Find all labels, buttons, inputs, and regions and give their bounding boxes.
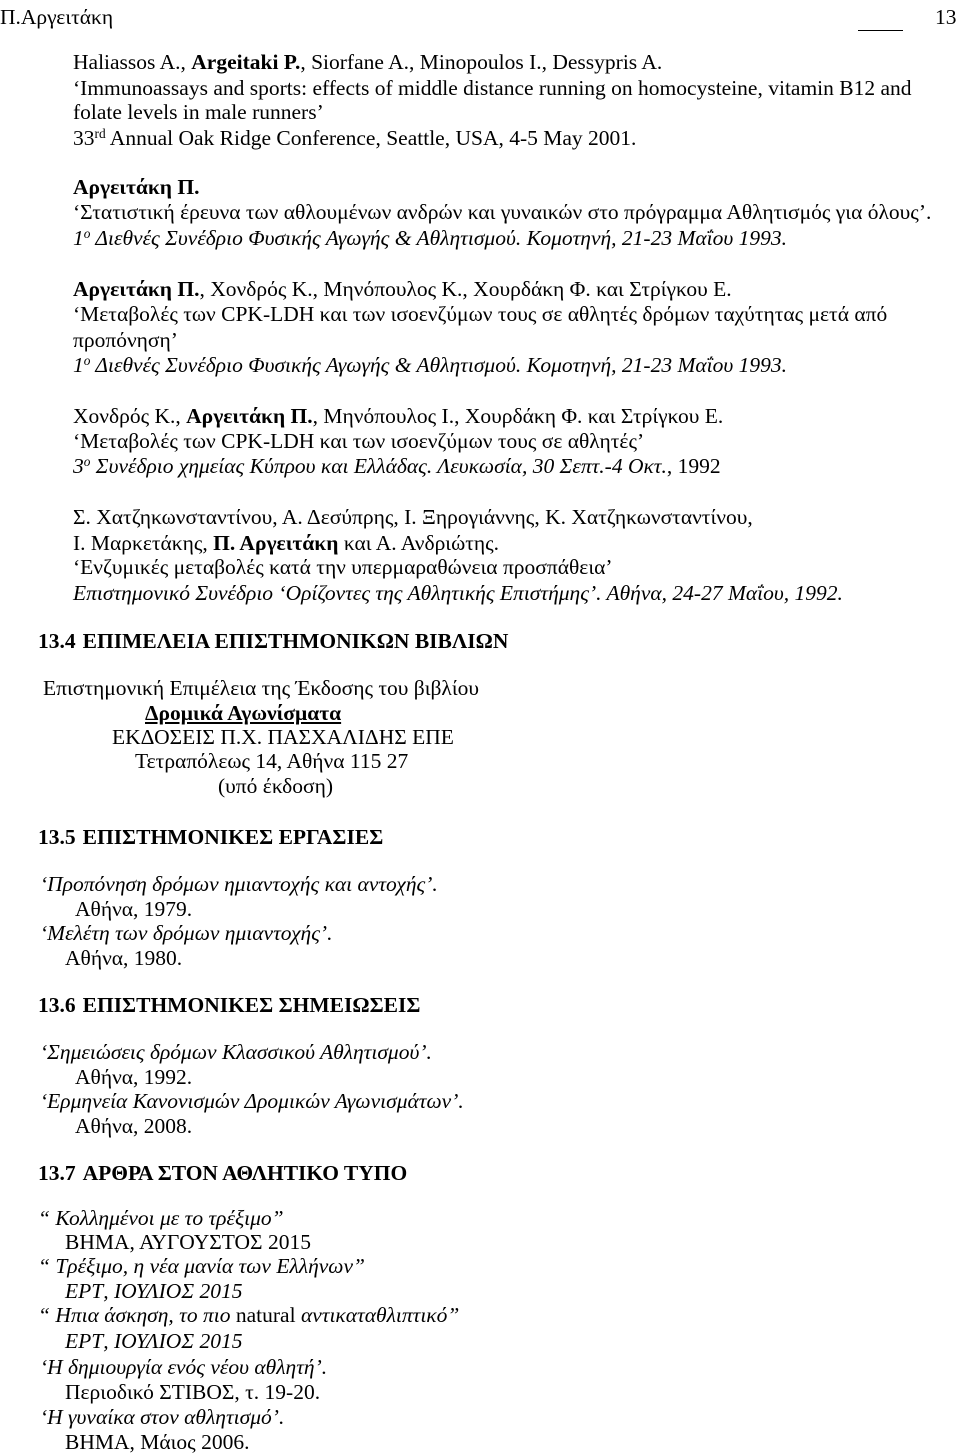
section-number: 13.7 (38, 1161, 76, 1185)
coauthors-before: Ι. Μαρκετάκης, (73, 531, 214, 555)
publication-title-line: ‘Ενζυμικές μεταβολές κατά την υπερμαραθώνεια προσπάθεια’ (73, 555, 613, 579)
venue-number: 33 (73, 126, 95, 150)
venue-text: Διεθνές Συνέδριο Φυσικής Αγωγής & Αθλητισμού. Κομοτηνή, 21-23 Μαΐου 1993. (90, 226, 787, 250)
header-rule (858, 30, 903, 31)
article-title: “ Κολλημένοι με το τρέξιμο” (38, 1206, 284, 1230)
article-title: “ Τρέξιμο, η νέα μανία των Ελλήνων” (38, 1254, 365, 1278)
article-title-part: “ Ηπια άσκηση, το πιο (38, 1303, 236, 1327)
book-publisher: ΕΚΔΟΣΕΙΣ Π.Χ. ΠΑΣΧΑΛΙΔΗΣ ΕΠΕ (112, 725, 454, 749)
section-number: 13.6 (38, 993, 76, 1017)
coauthors-after: και Α. Ανδριώτης. (338, 531, 500, 555)
publication-venue (73, 353, 787, 377)
section-title: ΕΠΙΣΤΗΜΟΝΙΚΕΣ ΕΡΓΑΣΙΕΣ (82, 825, 384, 849)
publication-authors (73, 50, 662, 74)
venue-year: , 1992 (666, 454, 721, 478)
article-title: ‘Η γυναίκα στον αθλητισμό’. (40, 1405, 285, 1429)
venue-text: Συνέδριο χημείας Κύπρου και Ελλάδας. Λευκωσία, 30 Σεπτ.-4 Οκτ. (90, 454, 667, 478)
publication-title-line: προπόνηση’ (73, 328, 178, 352)
section-heading (38, 1161, 407, 1185)
venue-number: 1 (73, 226, 84, 250)
section-heading (38, 993, 420, 1017)
venue-ordinal: ο (83, 453, 91, 469)
venue-ordinal: ο (83, 225, 91, 241)
publication-venue (73, 226, 787, 250)
section-title: ΑΡΘΡΑ ΣΤΟΝ ΑΘΛΗΤΙΚΟ ΤΥΠΟ (82, 1161, 408, 1185)
venue-number: 3 (73, 454, 84, 478)
publication-authors (73, 175, 199, 199)
article-title (38, 1303, 459, 1327)
publisher-address: Τετραπόλεως 14, Αθήνα 115 27 (135, 749, 409, 773)
article-source: ΕΡΤ, ΙΟΥΛΙΟΣ 2015 (65, 1329, 243, 1353)
work-title: ‘Προπόνηση δρόμων ημιαντοχής και αντοχής’. (40, 872, 438, 896)
page-number: 13 (935, 5, 957, 29)
publication-authors-line: Σ. Χατζηκωνσταντίνου, Α. Δεσύπρης, Ι. Ξηρογιάννης, Κ. Χατζηκωνσταντίνου, (73, 505, 753, 529)
venue-number: 1 (73, 353, 84, 377)
publication-venue (73, 126, 636, 150)
highlighted-author: Αργειτάκη Π. (73, 175, 200, 199)
highlighted-author: Αργειτάκη Π. (73, 277, 200, 301)
article-title: ‘Η δημιουργία ενός νέου αθλητή’. (40, 1355, 328, 1379)
publication-status: (υπό έκδοση) (218, 774, 334, 798)
venue-ordinal: ο (83, 352, 91, 368)
coauthors-after: , Μηνόπουλος Ι., Χουρδάκη Φ. και Στρίγκου Ε. (312, 404, 724, 428)
publication-venue (73, 454, 721, 478)
publication-title-line: ‘Στατιστική έρευνα των αθλουμένων ανδρών και γυναικών στο πρόγραμμα Αθλητισμός για όλους’. (73, 200, 932, 224)
publication-title-line: folate levels in male runners’ (73, 100, 324, 124)
coauthors-after: , Siorfane A., Minopoulos I., Dessypris A. (300, 50, 663, 74)
coauthors-before: Χονδρός Κ., (73, 404, 187, 428)
notes-place-year: Αθήνα, 1992. (75, 1065, 193, 1089)
article-title-part: αντικαταθλιπτικό” (295, 1303, 460, 1327)
highlighted-author: Argeitaki P. (191, 50, 301, 74)
article-source: ΒΗΜΑ, Μάιος 2006. (65, 1430, 250, 1454)
venue-text: Διεθνές Συνέδριο Φυσικής Αγωγής & Αθλητισμού. Κομοτηνή, 21-23 Μαΐου 1993. (90, 353, 787, 377)
publication-authors (73, 404, 723, 428)
article-source: ΒΗΜΑ, ΑΥΓΟΥΣΤΟΣ 2015 (65, 1230, 311, 1254)
section-number: 13.4 (38, 629, 76, 653)
publication-venue: Επιστημονικό Συνέδριο ‘Ορίζοντες της Αθλητικής Επιστήμης’. Αθήνα, 24-27 Μαΐου, 1992. (73, 581, 843, 605)
section-title: ΕΠΙΜΕΛΕΙΑ ΕΠΙΣΤΗΜΟΝΙΚΩΝ ΒΙΒΛΙΩΝ (82, 629, 509, 653)
coauthors-before: Haliassos A., (73, 50, 192, 74)
article-source: ΕΡΤ, ΙΟΥΛΙΟΣ 2015 (65, 1279, 243, 1303)
notes-place-year: Αθήνα, 2008. (75, 1114, 193, 1138)
notes-title: ‘Σημειώσεις δρόμων Κλασσικού Αθλητισμού’. (40, 1040, 432, 1064)
publication-authors (73, 277, 732, 301)
highlighted-author: Αργειτάκη Π. (186, 404, 313, 428)
highlighted-author: Π. Αργειτάκη (213, 531, 339, 555)
publication-title-line: ‘Μεταβολές των CPK-LDH και των ισοενζύμων τους σε αθλητές δρόμων ταχύτητας μετά από (73, 302, 888, 326)
section-heading (38, 629, 508, 653)
venue-text: Annual Oak Ridge Conference, Seattle, USA, 4-5 May 2001. (105, 126, 637, 150)
publication-title-line: ‘Immunoassays and sports: effects of middle distance running on homocysteine, vitamin B12 and (73, 76, 912, 100)
publication-authors (73, 531, 499, 555)
article-title-foreign-word: natural (235, 1303, 296, 1327)
article-source: Περιοδικό ΣΤΙΒΟΣ, τ. 19-20. (65, 1380, 321, 1404)
header-author: Π.Αργειτάκη (0, 5, 114, 29)
section-title: ΕΠΙΣΤΗΜΟΝΙΚΕΣ ΣΗΜΕΙΩΣΕΙΣ (82, 993, 421, 1017)
book-title: Δρομικά Αγωνίσματα (145, 701, 342, 725)
venue-ordinal: rd (94, 125, 106, 141)
editing-intro: Επιστημονική Επιμέλεια της Έκδοσης του βιβλίου (43, 676, 480, 700)
coauthors-after: , Χονδρός Κ., Μηνόπουλος Κ., Χουρδάκη Φ. και Στρίγκου Ε. (199, 277, 732, 301)
publication-title-line: ‘Μεταβολές των CPK-LDH και των ισοενζύμων τους σε αθλητές’ (73, 429, 645, 453)
work-place-year: Αθήνα, 1980. (65, 946, 183, 970)
work-title: ‘Μελέτη των δρόμων ημιαντοχής’. (40, 921, 333, 945)
work-place-year: Αθήνα, 1979. (75, 897, 193, 921)
notes-title: ‘Ερμηνεία Κανονισμών Δρομικών Αγωνισμάτων’. (40, 1089, 464, 1113)
section-number: 13.5 (38, 825, 76, 849)
section-heading (38, 825, 383, 849)
